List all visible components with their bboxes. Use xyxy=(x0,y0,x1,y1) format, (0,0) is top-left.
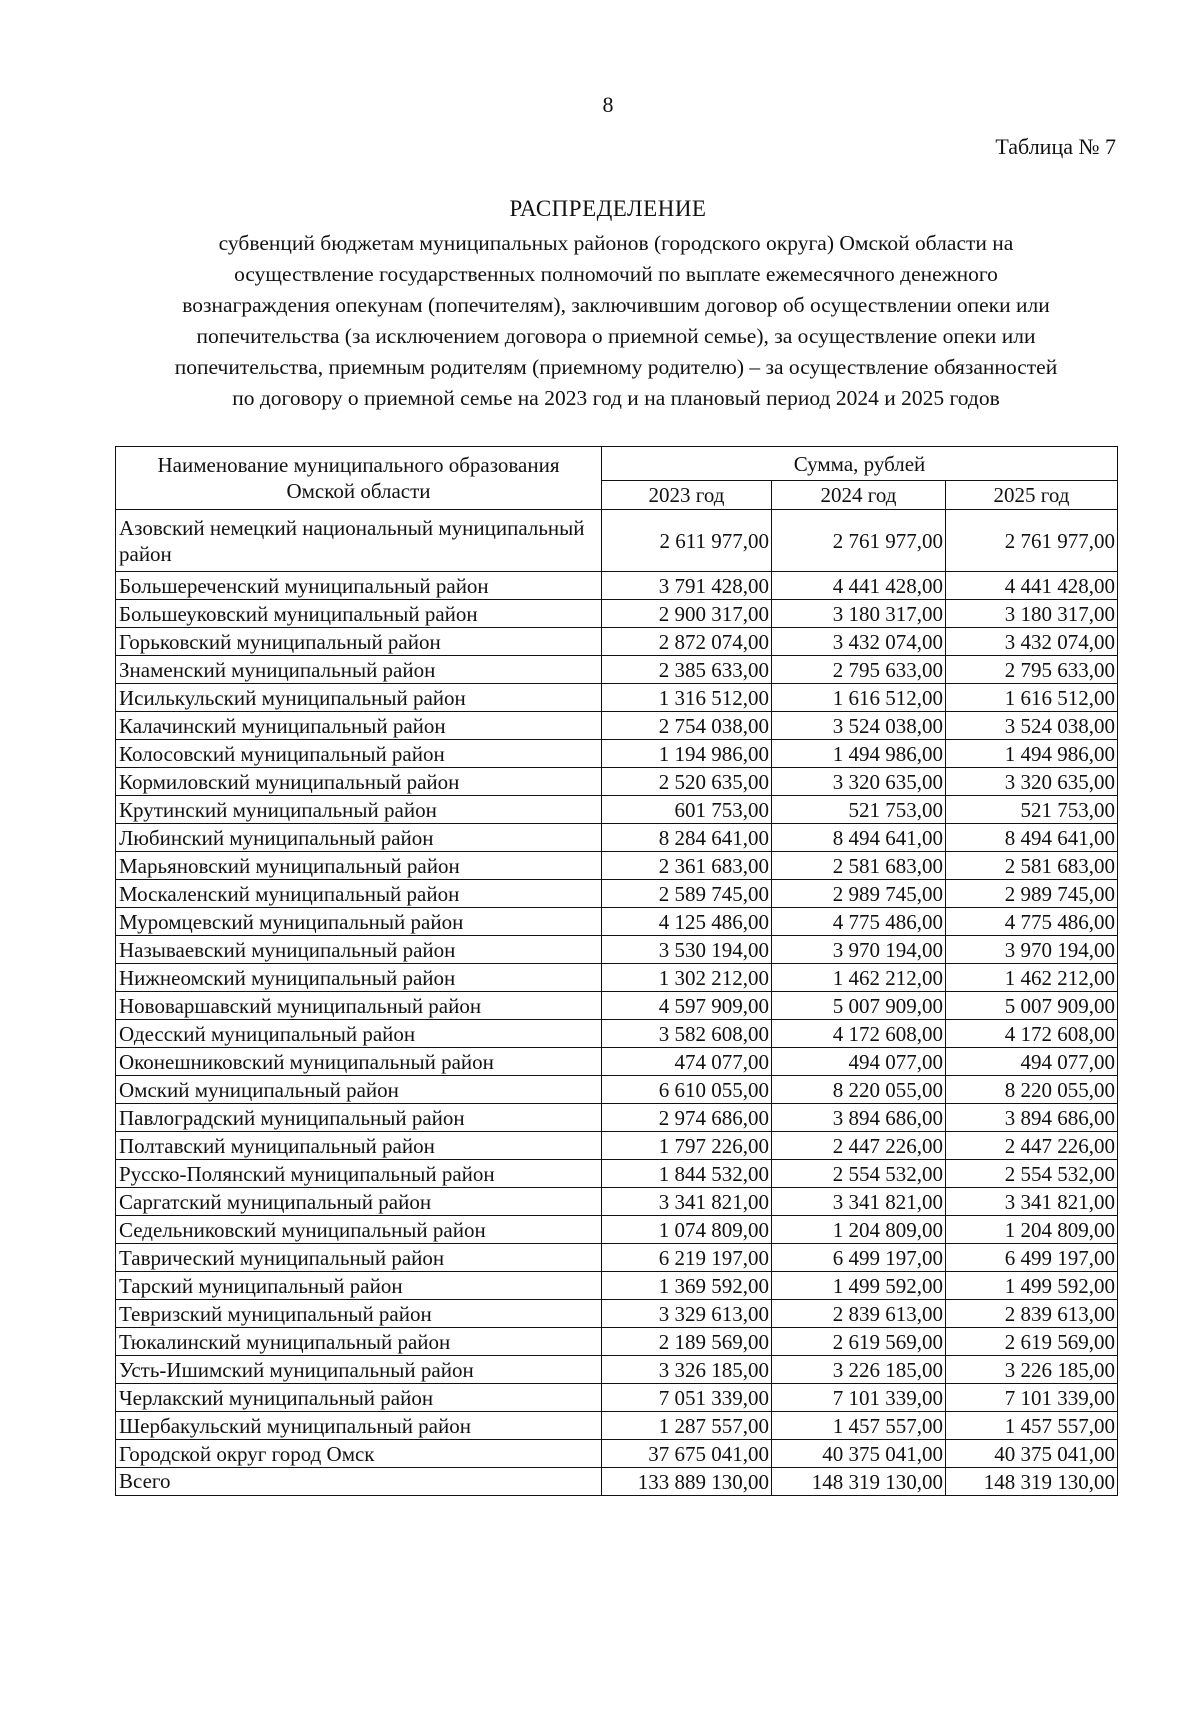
amount-2025: 148 319 130,00 xyxy=(946,1468,1118,1496)
amount-2023: 1 797 226,00 xyxy=(602,1132,772,1160)
amount-2023: 2 589 745,00 xyxy=(602,880,772,908)
table-row xyxy=(116,964,1118,992)
amount-2025: 7 101 339,00 xyxy=(946,1384,1118,1412)
municipality-name: Любинский муниципальный район xyxy=(116,824,602,852)
amount-2025: 3 894 686,00 xyxy=(946,1104,1118,1132)
amount-2024: 1 499 592,00 xyxy=(772,1272,946,1300)
table-row xyxy=(116,684,1118,712)
table-row xyxy=(116,992,1118,1020)
municipality-name: Русско-Полянский муниципальный район xyxy=(116,1160,602,1188)
table-row xyxy=(116,824,1118,852)
amount-2023: 2 189 569,00 xyxy=(602,1328,772,1356)
amount-2025: 1 457 557,00 xyxy=(946,1412,1118,1440)
table-header-row xyxy=(116,447,1118,481)
table-row xyxy=(116,1160,1118,1188)
municipality-name: Большереченский муниципальный район xyxy=(116,572,602,600)
amount-2023: 3 341 821,00 xyxy=(602,1188,772,1216)
municipality-name: Марьяновский муниципальный район xyxy=(116,852,602,880)
amount-2025: 8 494 641,00 xyxy=(946,824,1118,852)
amount-2024: 2 761 977,00 xyxy=(772,510,946,572)
amount-2024: 3 180 317,00 xyxy=(772,600,946,628)
amount-2023: 37 675 041,00 xyxy=(602,1440,772,1468)
amount-2024: 2 554 532,00 xyxy=(772,1160,946,1188)
amount-2024: 1 457 557,00 xyxy=(772,1412,946,1440)
amount-2025: 3 970 194,00 xyxy=(946,936,1118,964)
header-year-2024: 2024 год xyxy=(772,481,946,510)
amount-2024: 3 432 074,00 xyxy=(772,628,946,656)
amount-2025: 2 989 745,00 xyxy=(946,880,1118,908)
amount-2023: 133 889 130,00 xyxy=(602,1468,772,1496)
amount-2023: 4 597 909,00 xyxy=(602,992,772,1020)
amount-2024: 3 524 038,00 xyxy=(772,712,946,740)
amount-2023: 474 077,00 xyxy=(602,1048,772,1076)
table-row xyxy=(116,908,1118,936)
table-row xyxy=(116,510,1118,572)
amount-2024: 1 616 512,00 xyxy=(772,684,946,712)
table-row xyxy=(116,880,1118,908)
amount-2025: 1 616 512,00 xyxy=(946,684,1118,712)
amount-2025: 3 524 038,00 xyxy=(946,712,1118,740)
amount-2025: 1 499 592,00 xyxy=(946,1272,1118,1300)
amount-2024: 1 494 986,00 xyxy=(772,740,946,768)
amount-2024: 2 839 613,00 xyxy=(772,1300,946,1328)
amount-2023: 3 326 185,00 xyxy=(602,1356,772,1384)
table-row xyxy=(116,1076,1118,1104)
amount-2024: 7 101 339,00 xyxy=(772,1384,946,1412)
amount-2024: 521 753,00 xyxy=(772,796,946,824)
amount-2025: 521 753,00 xyxy=(946,796,1118,824)
municipality-name: Городской округ город Омск xyxy=(116,1440,602,1468)
amount-2025: 3 320 635,00 xyxy=(946,768,1118,796)
amount-2023: 1 194 986,00 xyxy=(602,740,772,768)
amount-2025: 2 795 633,00 xyxy=(946,656,1118,684)
table-row xyxy=(116,1244,1118,1272)
header-municipality: Наименование муниципального образования Омской области xyxy=(116,447,602,510)
amount-2024: 2 619 569,00 xyxy=(772,1328,946,1356)
amount-2025: 6 499 197,00 xyxy=(946,1244,1118,1272)
table-row xyxy=(116,656,1118,684)
municipality-name: Тарский муниципальный район xyxy=(116,1272,602,1300)
municipality-name: Калачинский муниципальный район xyxy=(116,712,602,740)
municipality-name: Горьковский муниципальный район xyxy=(116,628,602,656)
amount-2024: 3 894 686,00 xyxy=(772,1104,946,1132)
table-row xyxy=(116,1356,1118,1384)
municipality-name: Крутинский муниципальный район xyxy=(116,796,602,824)
amount-2023: 2 361 683,00 xyxy=(602,852,772,880)
amount-2024: 8 494 641,00 xyxy=(772,824,946,852)
table-row xyxy=(116,1272,1118,1300)
amount-2024: 2 795 633,00 xyxy=(772,656,946,684)
table-row xyxy=(116,1216,1118,1244)
municipality-name: Омский муниципальный район xyxy=(116,1076,602,1104)
amount-2023: 3 329 613,00 xyxy=(602,1300,772,1328)
amount-2025: 3 226 185,00 xyxy=(946,1356,1118,1384)
amount-2024: 1 462 212,00 xyxy=(772,964,946,992)
amount-2024: 8 220 055,00 xyxy=(772,1076,946,1104)
amount-2024: 3 970 194,00 xyxy=(772,936,946,964)
table-label: Таблица № 7 xyxy=(995,134,1116,159)
amount-2024: 494 077,00 xyxy=(772,1048,946,1076)
subtitle-line: субвенций бюджетам муниципальных районов (городского округа) Омской области на xyxy=(218,231,1014,255)
municipality-name: Нововаршавский муниципальный район xyxy=(116,992,602,1020)
table-row xyxy=(116,1048,1118,1076)
table-row xyxy=(116,572,1118,600)
municipality-name: Тюкалинский муниципальный район xyxy=(116,1328,602,1356)
amount-2024: 6 499 197,00 xyxy=(772,1244,946,1272)
amount-2023: 1 302 212,00 xyxy=(602,964,772,992)
table-row xyxy=(116,712,1118,740)
municipality-name: Большеуковский муниципальный район xyxy=(116,600,602,628)
amount-2024: 3 320 635,00 xyxy=(772,768,946,796)
municipality-name: Кормиловский муниципальный район xyxy=(116,768,602,796)
amount-2023: 2 520 635,00 xyxy=(602,768,772,796)
amount-2025: 2 839 613,00 xyxy=(946,1300,1118,1328)
municipality-name: Нижнеомский муниципальный район xyxy=(116,964,602,992)
municipality-name: Полтавский муниципальный район xyxy=(116,1132,602,1160)
amount-2025: 2 581 683,00 xyxy=(946,852,1118,880)
amount-2023: 3 530 194,00 xyxy=(602,936,772,964)
amount-2023: 2 611 977,00 xyxy=(602,510,772,572)
table-row xyxy=(116,1020,1118,1048)
amount-2025: 1 494 986,00 xyxy=(946,740,1118,768)
municipality-name: Оконешниковский муниципальный район xyxy=(116,1048,602,1076)
amount-2023: 3 582 608,00 xyxy=(602,1020,772,1048)
amount-2024: 5 007 909,00 xyxy=(772,992,946,1020)
amount-2023: 2 974 686,00 xyxy=(602,1104,772,1132)
amount-2025: 3 341 821,00 xyxy=(946,1188,1118,1216)
amount-2024: 2 447 226,00 xyxy=(772,1132,946,1160)
table-row xyxy=(116,1440,1118,1468)
amount-2025: 2 554 532,00 xyxy=(946,1160,1118,1188)
municipality-name: Одесский муниципальный район xyxy=(116,1020,602,1048)
table-row xyxy=(116,1132,1118,1160)
amount-2023: 7 051 339,00 xyxy=(602,1384,772,1412)
amount-2024: 1 204 809,00 xyxy=(772,1216,946,1244)
table-row xyxy=(116,936,1118,964)
amount-2023: 3 791 428,00 xyxy=(602,572,772,600)
amount-2023: 6 219 197,00 xyxy=(602,1244,772,1272)
amount-2023: 1 287 557,00 xyxy=(602,1412,772,1440)
municipality-name: Знаменский муниципальный район xyxy=(116,656,602,684)
subtitle-line: попечительства, приемным родителям (приемному родителю) – за осуществление обязанностей xyxy=(174,355,1058,379)
amount-2024: 4 441 428,00 xyxy=(772,572,946,600)
amount-2023: 8 284 641,00 xyxy=(602,824,772,852)
header-year-2023: 2023 год xyxy=(602,481,772,510)
amount-2025: 3 180 317,00 xyxy=(946,600,1118,628)
municipality-name: Саргатский муниципальный район xyxy=(116,1188,602,1216)
amount-2023: 2 385 633,00 xyxy=(602,656,772,684)
amount-2023: 4 125 486,00 xyxy=(602,908,772,936)
amount-2025: 8 220 055,00 xyxy=(946,1076,1118,1104)
amount-2025: 4 172 608,00 xyxy=(946,1020,1118,1048)
municipality-name: Азовский немецкий национальный муниципальный район xyxy=(116,510,602,572)
amount-2025: 494 077,00 xyxy=(946,1048,1118,1076)
municipality-name: Муромцевский муниципальный район xyxy=(116,908,602,936)
amount-2024: 148 319 130,00 xyxy=(772,1468,946,1496)
amount-2023: 1 369 592,00 xyxy=(602,1272,772,1300)
subtitle-line: по договору о приемной семье на 2023 год и на плановый период 2024 и 2025 годов xyxy=(232,386,1000,410)
amount-2024: 4 172 608,00 xyxy=(772,1020,946,1048)
subtitle-line: осуществление государственных полномочий по выплате ежемесячного денежного xyxy=(234,262,998,286)
municipality-name: Шербакульский муниципальный район xyxy=(116,1412,602,1440)
table-row xyxy=(116,628,1118,656)
municipality-name: Колосовский муниципальный район xyxy=(116,740,602,768)
table-row xyxy=(116,600,1118,628)
amount-2023: 1 074 809,00 xyxy=(602,1216,772,1244)
municipality-name: Исилькульский муниципальный район xyxy=(116,684,602,712)
table-row xyxy=(116,1300,1118,1328)
municipality-name: Черлакский муниципальный район xyxy=(116,1384,602,1412)
document-subtitle xyxy=(150,228,1082,414)
amount-2024: 3 226 185,00 xyxy=(772,1356,946,1384)
municipality-name: Тевризский муниципальный район xyxy=(116,1300,602,1328)
subsidy-distribution-table xyxy=(115,446,1118,1496)
municipality-name: Усть-Ишимский муниципальный район xyxy=(116,1356,602,1384)
amount-2025: 5 007 909,00 xyxy=(946,992,1118,1020)
table-row xyxy=(116,1104,1118,1132)
amount-2025: 40 375 041,00 xyxy=(946,1440,1118,1468)
header-year-2025: 2025 год xyxy=(946,481,1118,510)
table-row xyxy=(116,768,1118,796)
amount-2025: 3 432 074,00 xyxy=(946,628,1118,656)
table-row xyxy=(116,1384,1118,1412)
amount-2024: 4 775 486,00 xyxy=(772,908,946,936)
amount-2024: 2 581 683,00 xyxy=(772,852,946,880)
table-total-row xyxy=(116,1468,1118,1496)
header-sum: Сумма, рублей xyxy=(602,447,1118,481)
municipality-name: Павлоградский муниципальный район xyxy=(116,1104,602,1132)
municipality-name: Седельниковский муниципальный район xyxy=(116,1216,602,1244)
municipality-name: Называевский муниципальный район xyxy=(116,936,602,964)
municipality-name: Москаленский муниципальный район xyxy=(116,880,602,908)
table-row xyxy=(116,1328,1118,1356)
amount-2023: 1 316 512,00 xyxy=(602,684,772,712)
table-body xyxy=(116,510,1118,1496)
table-row xyxy=(116,740,1118,768)
amount-2025: 2 761 977,00 xyxy=(946,510,1118,572)
amount-2023: 1 844 532,00 xyxy=(602,1160,772,1188)
amount-2023: 2 900 317,00 xyxy=(602,600,772,628)
total-label: Всего xyxy=(116,1468,602,1496)
municipality-name: Таврический муниципальный район xyxy=(116,1244,602,1272)
amount-2025: 2 619 569,00 xyxy=(946,1328,1118,1356)
page-number: 8 xyxy=(602,92,614,117)
amount-2023: 2 872 074,00 xyxy=(602,628,772,656)
amount-2025: 4 441 428,00 xyxy=(946,572,1118,600)
amount-2023: 2 754 038,00 xyxy=(602,712,772,740)
subtitle-line: вознаграждения опекунам (попечителям), заключившим договор об осуществлении опеки или xyxy=(182,293,1050,317)
subtitle-line: попечительства (за исключением договора о приемной семье), за осуществление опеки или xyxy=(196,324,1036,348)
amount-2024: 40 375 041,00 xyxy=(772,1440,946,1468)
table-row xyxy=(116,796,1118,824)
table-row xyxy=(116,1188,1118,1216)
amount-2024: 3 341 821,00 xyxy=(772,1188,946,1216)
table-row xyxy=(116,1412,1118,1440)
table-row xyxy=(116,852,1118,880)
amount-2025: 4 775 486,00 xyxy=(946,908,1118,936)
document-title: РАСПРЕДЕЛЕНИЕ xyxy=(509,196,707,221)
amount-2024: 2 989 745,00 xyxy=(772,880,946,908)
amount-2025: 1 204 809,00 xyxy=(946,1216,1118,1244)
amount-2023: 601 753,00 xyxy=(602,796,772,824)
amount-2025: 2 447 226,00 xyxy=(946,1132,1118,1160)
amount-2023: 6 610 055,00 xyxy=(602,1076,772,1104)
amount-2025: 1 462 212,00 xyxy=(946,964,1118,992)
